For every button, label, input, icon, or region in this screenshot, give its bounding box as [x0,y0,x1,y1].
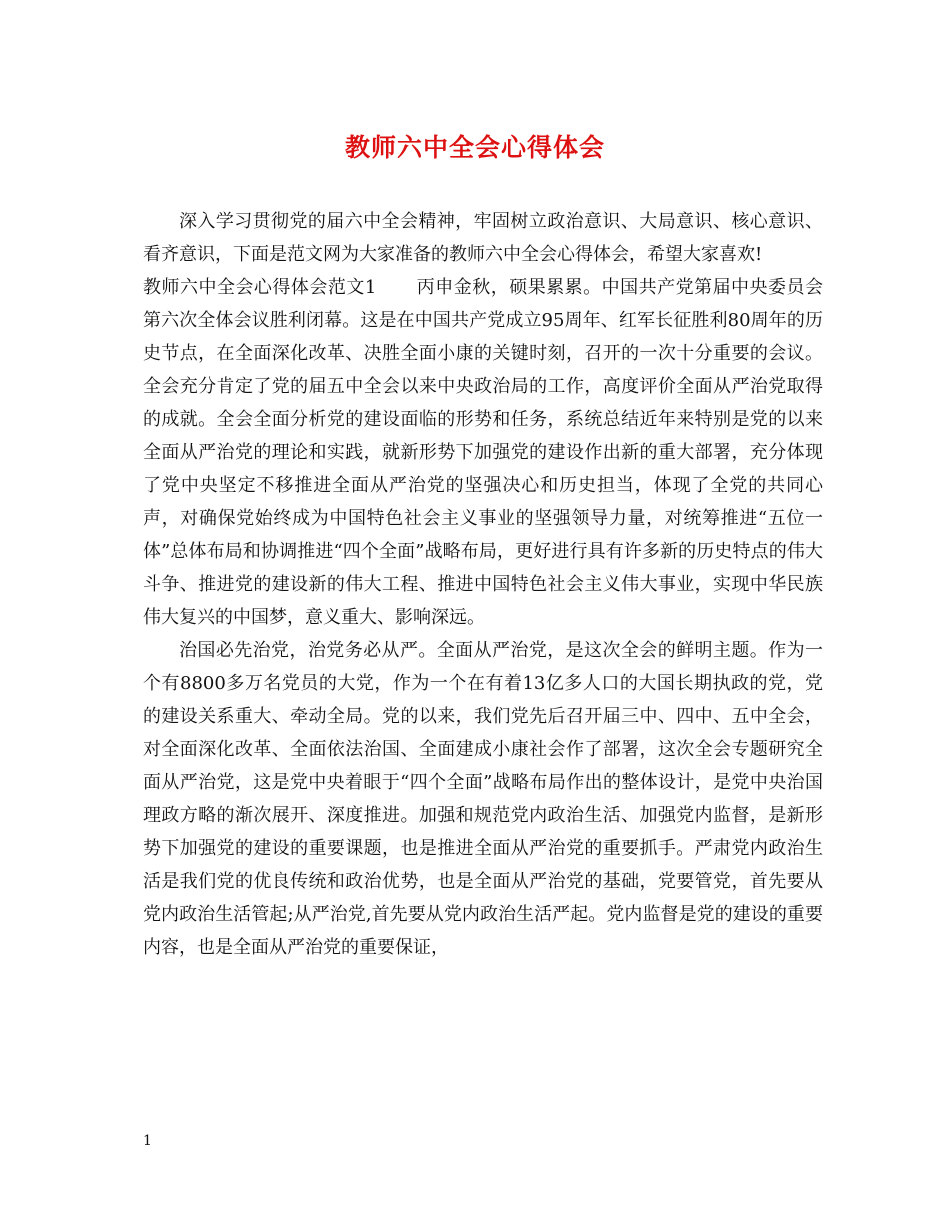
section-paragraph [143,271,823,634]
intro-paragraph: 深入学习贯彻党的届六中全会精神，牢固树立政治意识、大局意识、核心意识、看齐意识，下面是范文网为大家准备的教师六中全会心得体会，希望大家喜欢! [143,211,823,265]
document-body [143,205,823,964]
paragraph-2: 治国必先治党，治党务必从严。全面从严治党，是这次全会的鲜明主题。作为一个有8800多万名党员的大党，作为一个在有着13亿多人口的大国长期执政的党，党的建设关系重大、牵动全局。党的以来，我们党先后召开届三中、四中、五中全会，对全面深化改革、全面依法治国、全面建成小康社会作了部署，这次全会专题研究全面从严治党，这是党中央着眼于“四个全面”战略布局作出的整体设计，是党中央治国理政方略的渐次展开、深度推进。加强和规范党内政治生活、加强党内监督，是新形势下加强党的建设的重要课题，也是推进全面从严治党的重要抓手。严肃党内政治生活是我们党的优良传统和政治优势，也是全面从严治党的基础，党要管党，首先要从党内政治生活管起;从严治党,首先要从党内政治生活严起。党内监督是党的建设的重要内容，也是全面从严治党的重要保证， [143,640,823,958]
page-number: 1 [143,1133,152,1149]
document-title: 教师六中全会心得体会 [344,133,605,162]
paragraph-1: 丙申金秋，硕果累累。中国共产党第届中央委员会第六次全体会议胜利闭幕。这是在中国共产党成立95周年、红军长征胜利80周年的历史节点，在全面深化改革、决胜全面小康的关键时刻，召开的一次十分重要的会议。全会充分肯定了党的届五中全会以来中央政治局的工作，高度评价全面从严治党取得的成就。全会全面分析党的建设面临的形势和任务，系统总结近年来特别是党的以来全面从严治党的理论和实践，就新形势下加强党的建设作出新的重大部署，充分体现了党中央坚定不移推进全面从严治党的坚强决心和历史担当，体现了全党的共同心声，对确保党始终成为中国特色社会主义事业的坚强领导力量，对统筹推进“五位一体”总体布局和协调推进“四个全面”战略布局，更好进行具有许多新的历史特点的伟大斗争、推进党的建设新的伟大工程、推进中国特色社会主义伟大事业，实现中华民族伟大复兴的中国梦，意义重大、影响深远。 [143,277,824,628]
section-heading: 教师六中全会心得体会范文1 [143,277,377,298]
